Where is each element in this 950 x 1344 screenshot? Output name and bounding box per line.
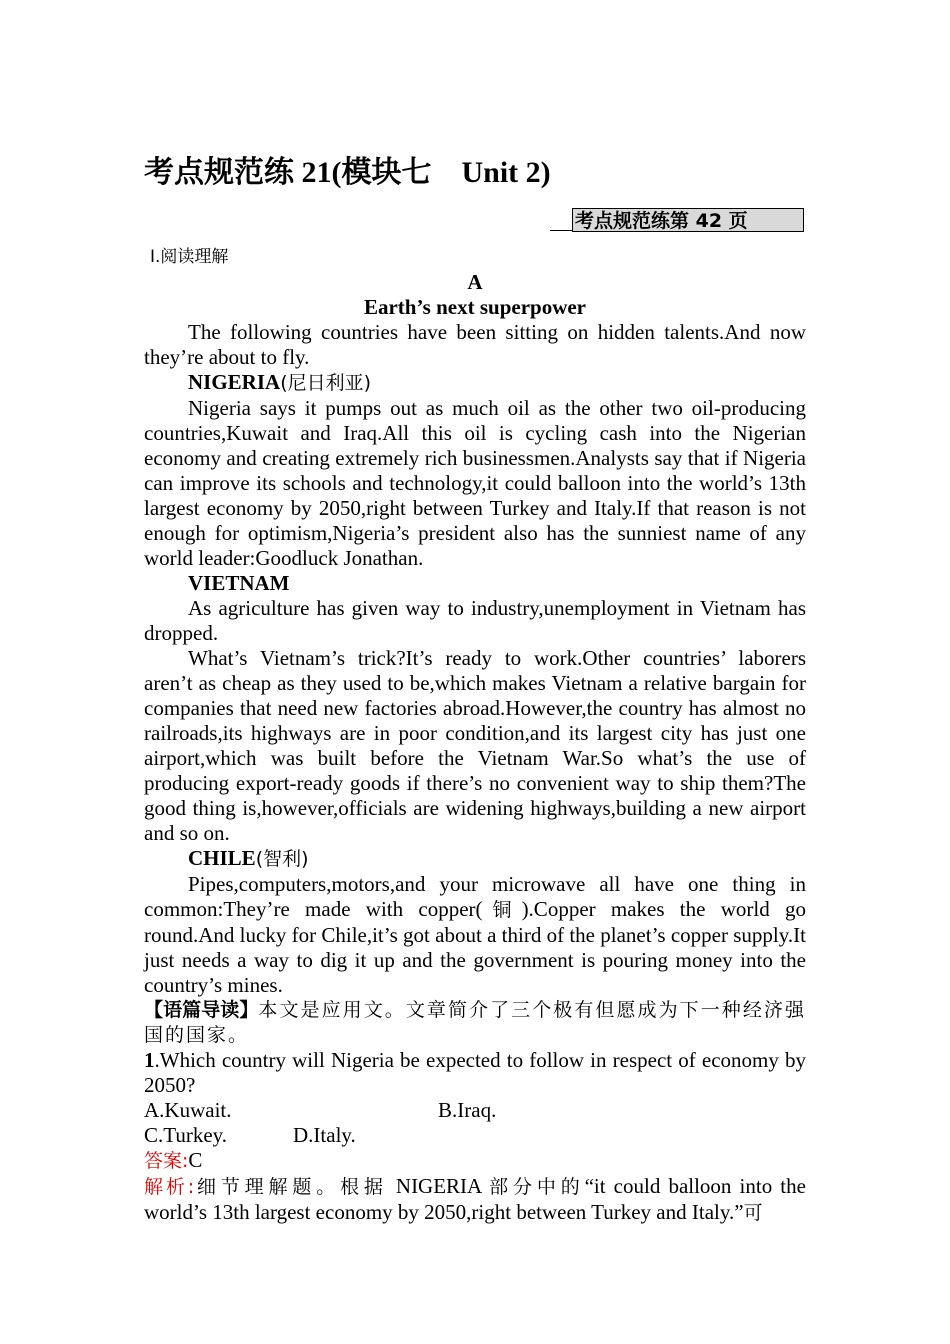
chile-paragraph-part-a: Pipes,computers,motors,and your microwave all have one thing in common:They’re made with copper( [144, 872, 806, 921]
guide-text: 本文是应用文。文章简介了三个极有但愿成为下一种经济强国的国家。 [144, 999, 806, 1046]
chile-paragraph-part-b: ).Copper makes the world go round.And lucky for Chile,it’s got about a third of the planet’s copper supply.It just needs a way to dig it up and the government is pouring money into the country’s mines. [144, 897, 806, 997]
option-a: A.Kuwait. [144, 1098, 232, 1122]
chile-heading [144, 846, 806, 872]
nigeria-heading-text: NIGERIA [188, 370, 281, 394]
analysis-en: NIGERIA [387, 1174, 490, 1198]
question-1-number: 1 [144, 1048, 155, 1072]
passage-letter: A [467, 270, 483, 294]
vietnam-paragraph-2: What’s Vietnam’s trick?It’s ready to work.Other countries’ laborers aren’t as cheap as they used to be,which makes Vietnam a relative bargain for companies that need new factories abroad.However,the country has almost no railroads,its highways are in poor condition,and its largest city has just one airport,which was built before the Vietnam War.So what’s the use of producing export-ready goods if there’s no convenient way to ship them?The good thing is,however,officials are widening highways,building a new airport and so on. [144, 646, 806, 845]
guide-label: 【语篇导读】 [144, 999, 259, 1021]
analysis-tail: 可 [743, 1202, 765, 1224]
vietnam-paragraph-1: As agriculture has given way to industry,unemployment in Vietnam has dropped. [144, 596, 806, 645]
question-1-options-row-1 [144, 1098, 806, 1123]
analysis-paragraph [144, 1174, 806, 1226]
guide-paragraph [144, 998, 806, 1048]
chile-paragraph-cn: 铜 [482, 899, 522, 921]
analysis-cn: 细节理解题。根据 [194, 1176, 388, 1198]
page-reference-row [144, 208, 806, 238]
page-title: 考点规范练 21(模块七 Unit 2) [144, 156, 551, 189]
answer-value: C [188, 1148, 203, 1172]
chile-paragraph [144, 872, 806, 998]
section-heading: Ⅰ.阅读理解 [150, 247, 229, 267]
question-1-options-row-2 [144, 1123, 806, 1148]
option-b: B.Iraq. [438, 1098, 497, 1122]
document-page [144, 150, 806, 1226]
chile-heading-text: CHILE [188, 846, 256, 870]
page-reference-box: 考点规范练第 42 页 [572, 208, 804, 232]
nigeria-heading-cn: (尼日利亚) [280, 372, 372, 394]
option-c: C.Turkey. [144, 1123, 228, 1147]
option-d: D.Italy. [293, 1123, 356, 1147]
analysis-label: 解析: [144, 1176, 195, 1198]
nigeria-paragraph: Nigeria says it pumps out as much oil as the other two oil-producing countries,Kuwait and Iraq.All this oil is cycling cash into the Nigerian economy and creating extremely rich businessmen.Analysts say that if Nigeria can improve its schools and technology,it could balloon into the world’s 13th largest economy by 2050,right between Turkey and Italy.If that reason is not enough for optimism,Nigeria’s president also has the sunniest name of any world leader:Goodluck Jonathan. [144, 396, 806, 570]
passage-title: Earth’s next superpower [363, 295, 587, 319]
reference-underline [550, 230, 572, 231]
analysis-cn-2: 部分中的 [489, 1176, 585, 1198]
chile-heading-cn: (智利) [255, 848, 309, 870]
passage-intro: The following countries have been sitting on hidden talents.And now they’re about to fly. [144, 320, 806, 369]
vietnam-heading: VIETNAM [188, 571, 290, 595]
question-1-stem [144, 1048, 806, 1098]
analysis-quote: “it could balloon into the world’s 13th largest economy by 2050,right between Turkey and Italy.” [144, 1174, 806, 1224]
answer-label: 答案: [144, 1150, 189, 1172]
question-1-text: .Which country will Nigeria be expected to follow in respect of economy by 2050? [144, 1048, 806, 1097]
nigeria-heading [144, 370, 806, 396]
answer-line [144, 1148, 806, 1174]
